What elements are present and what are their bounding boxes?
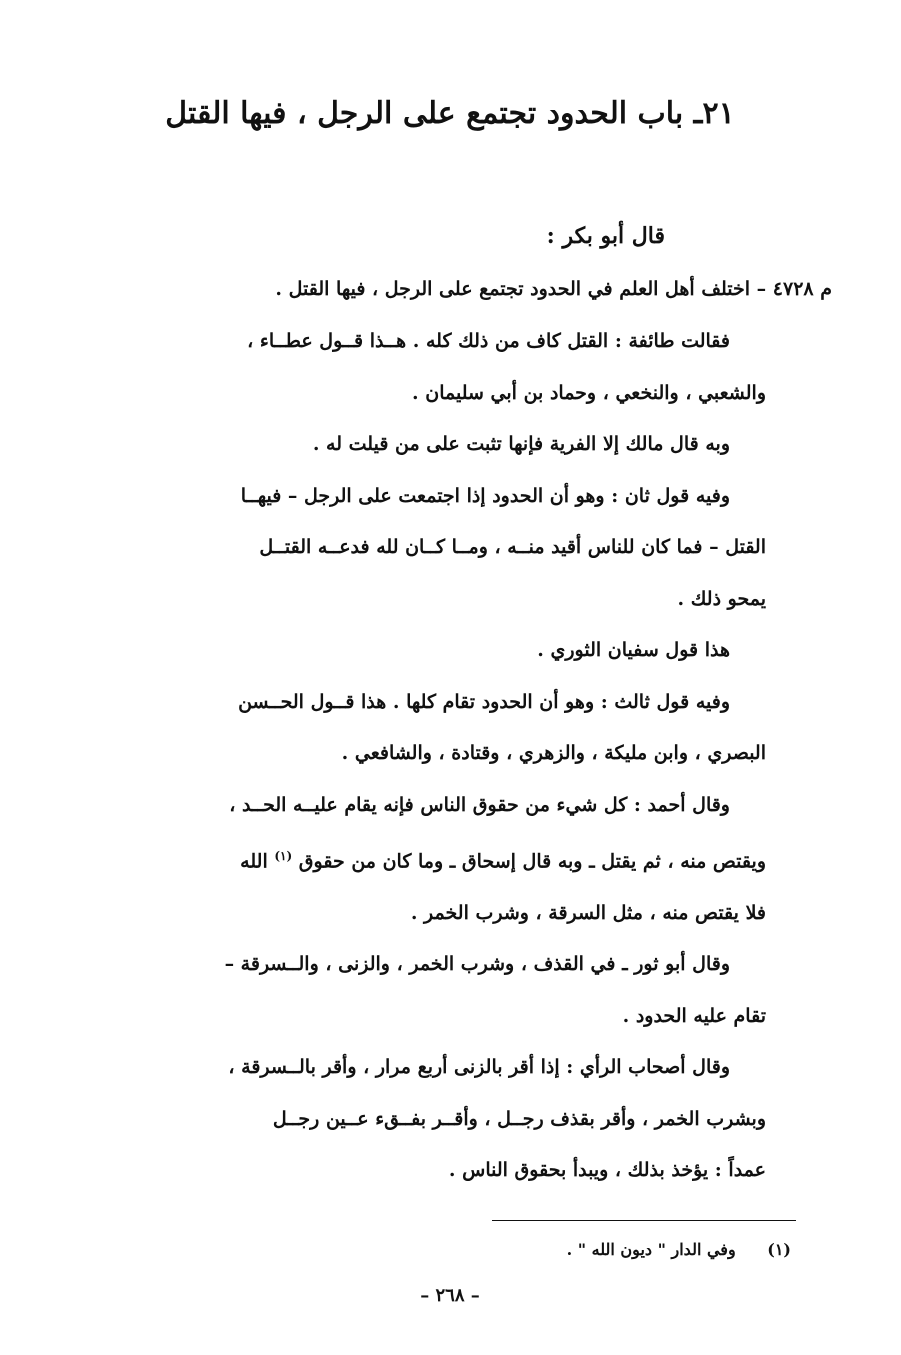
footnote — [567, 1236, 791, 1264]
footnote-reference[interactable]: (١) — [274, 849, 293, 863]
footnote-marker: (١) — [767, 1240, 791, 1259]
text-line: البصري ، وابن مليكة ، والزهري ، وقتادة ، والشافعي . — [341, 742, 766, 764]
text-line: القتل – فما كان للناس أقيد منــه ، ومــا كــان لله فدعــه القتــل — [259, 536, 766, 558]
text-line: وبشرب الخمر ، وأقر بقذف رجــل ، وأقــر بفــقء عــين رجــل — [272, 1107, 766, 1130]
page-number: – ٢٦٨ – — [420, 1285, 480, 1306]
paragraph — [82, 677, 802, 780]
text-line: يمحو ذلك . — [677, 587, 766, 610]
text-segment: الله — [240, 850, 268, 873]
paragraph — [82, 316, 802, 419]
paragraph — [82, 471, 802, 626]
paragraph — [82, 625, 802, 677]
footnote-text: وفي الدار " ديون الله " . — [566, 1240, 736, 1259]
text-line: وبه قال مالك إلا الفرية فإنها تثبت على من قيلت له . — [312, 433, 730, 455]
text-line: فلا يقتص منه ، مثل السرقة ، وشرب الخمر . — [410, 901, 766, 924]
text-line: والشعبي ، والنخعي ، وحماد بن أبي سليمان . — [412, 381, 766, 404]
text-line: وقال أحمد : كل شيء من حقوق الناس فإنه يقام عليــه الحــد ، — [229, 793, 730, 816]
text-line: وقال أصحاب الرأي : إذا أقر بالزنى أربع مرار ، وأقر بالــسرقة ، — [228, 1056, 730, 1079]
text-line-with-footnote — [82, 831, 802, 888]
text-line: وفيه قول ثالث : وهو أن الحدود تقام كلها . هذا قــول الحــسن — [238, 690, 730, 713]
text-segment: ويقتص منه ، ثم يقتل ـ وبه قال إسحاق ـ وما كان من حقوق — [298, 850, 766, 873]
text-line: وفيه قول ثان : وهو أن الحدود إذا اجتمعت على الرجل – فيهــا — [240, 484, 730, 507]
text-line: فقالت طائفة : القتل كاف من ذلك كله . هــذا قــول عطــاء ، — [247, 330, 730, 352]
entry-line — [82, 264, 832, 316]
entry-paragraph — [82, 264, 832, 316]
footnote-divider — [492, 1220, 796, 1221]
text-line: عمداً : يؤخذ بذلك ، ويبدأ بحقوق الناس . — [448, 1159, 766, 1182]
entry-marker: م ٤٧٢٨ – — [756, 278, 832, 300]
intro-heading: قال أبو بكر : — [546, 223, 665, 249]
paragraph — [82, 419, 802, 471]
text-line: وقال أبو ثور ـ في القذف ، وشرب الخمر ، والزنى ، والــسرقة – — [224, 953, 730, 976]
paragraph — [82, 1042, 802, 1197]
text-line: تقام عليه الحدود . — [622, 1004, 766, 1027]
paragraph — [82, 939, 802, 1042]
text-line: هذا قول سفيان الثوري . — [537, 639, 730, 661]
paragraph — [82, 780, 802, 940]
entry-text: اختلف أهل العلم في الحدود تجتمع على الرجل ، فيها القتل . — [275, 278, 751, 300]
main-text — [82, 316, 802, 1197]
chapter-title: ٢١ـ باب الحدود تجتمع على الرجل ، فيها القتل — [165, 96, 735, 131]
